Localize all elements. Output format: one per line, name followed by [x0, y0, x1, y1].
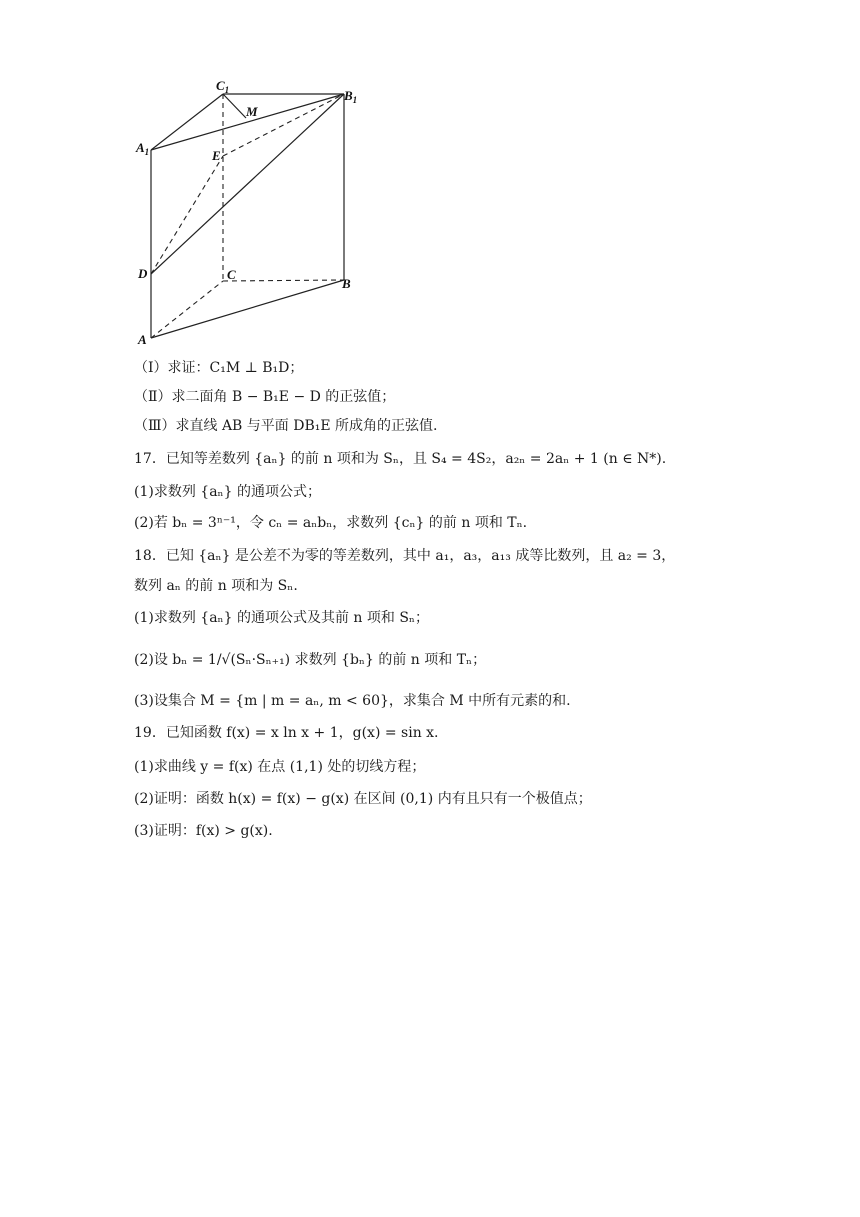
q16-part-2: （Ⅱ）求二面角 B − B₁E − D 的正弦值；	[134, 389, 396, 405]
segment-eb1-hidden	[223, 94, 344, 156]
q17-part-2: (2)若 bₙ = 3ⁿ⁻¹，令 cₙ = aₙbₙ，求数列 {cₙ} 的前 n 项和 Tₙ.	[134, 515, 528, 531]
edge-ac-hidden	[151, 281, 223, 338]
edge-ab	[151, 280, 344, 338]
label-c1: $C_1$	[216, 78, 230, 95]
q18-part-1: (1)求数列 {aₙ} 的通项公式及其前 n 项和 Sₙ；	[134, 610, 429, 626]
q16-part-3: （Ⅲ）求直线 AB 与平面 DB₁E 所成角的正弦值.	[134, 418, 438, 434]
q18-stem-line-2: 数列 aₙ 的前 n 项和为 Sₙ.	[134, 578, 298, 594]
q17-stem: 17．已知等差数列 {aₙ} 的前 n 项和为 Sₙ，且 S₄ = 4S₂，a₂ₙ = 2aₙ + 1 (n ∈ N*).	[134, 451, 667, 467]
prism-diagram	[128, 74, 378, 352]
segment-db1	[151, 94, 344, 274]
label-a: A	[138, 332, 147, 347]
segment-c1m	[223, 94, 246, 118]
q19-part-1: (1)求曲线 y = f(x) 在点 (1,1) 处的切线方程；	[134, 759, 426, 775]
q18-part-2: (2)设 bₙ = 1/√(Sₙ·Sₙ₊₁) 求数列 {bₙ} 的前 n 项和 Tₙ；	[134, 652, 487, 668]
q18-part-3: (3)设集合 M = {m | m = aₙ, m < 60}，求集合 M 中所有元素的和.	[134, 693, 571, 709]
label-c: C	[227, 267, 236, 282]
edge-a1b1	[151, 94, 344, 150]
q18-stem-line-1: 18．已知 {aₙ} 是公差不为零的等差数列，其中 a₁，a₃，a₁₃ 成等比数列，且 a₂ = 3，	[134, 548, 676, 564]
label-a1: $A_1$	[136, 140, 150, 157]
q16-part-1: （Ⅰ）求证：C₁M ⊥ B₁D；	[134, 360, 304, 376]
edge-cb-hidden	[223, 280, 344, 281]
label-e: E	[212, 148, 221, 163]
label-b1: $B_1$	[344, 88, 358, 105]
prism-figure	[128, 74, 378, 352]
label-d: D	[138, 266, 148, 281]
segment-de-hidden	[151, 156, 223, 274]
edge-a1c1	[151, 94, 223, 150]
q19-part-2: (2)证明：函数 h(x) = f(x) − g(x) 在区间 (0,1) 内有且只有一个极值点；	[134, 791, 592, 807]
label-m: M	[246, 104, 258, 119]
label-b: B	[342, 276, 351, 291]
q19-part-3: (3)证明：f(x) > g(x).	[134, 823, 273, 839]
q19-stem: 19．已知函数 f(x) = x ln x + 1，g(x) = sin x.	[134, 725, 439, 741]
q17-part-1: (1)求数列 {aₙ} 的通项公式；	[134, 484, 321, 500]
